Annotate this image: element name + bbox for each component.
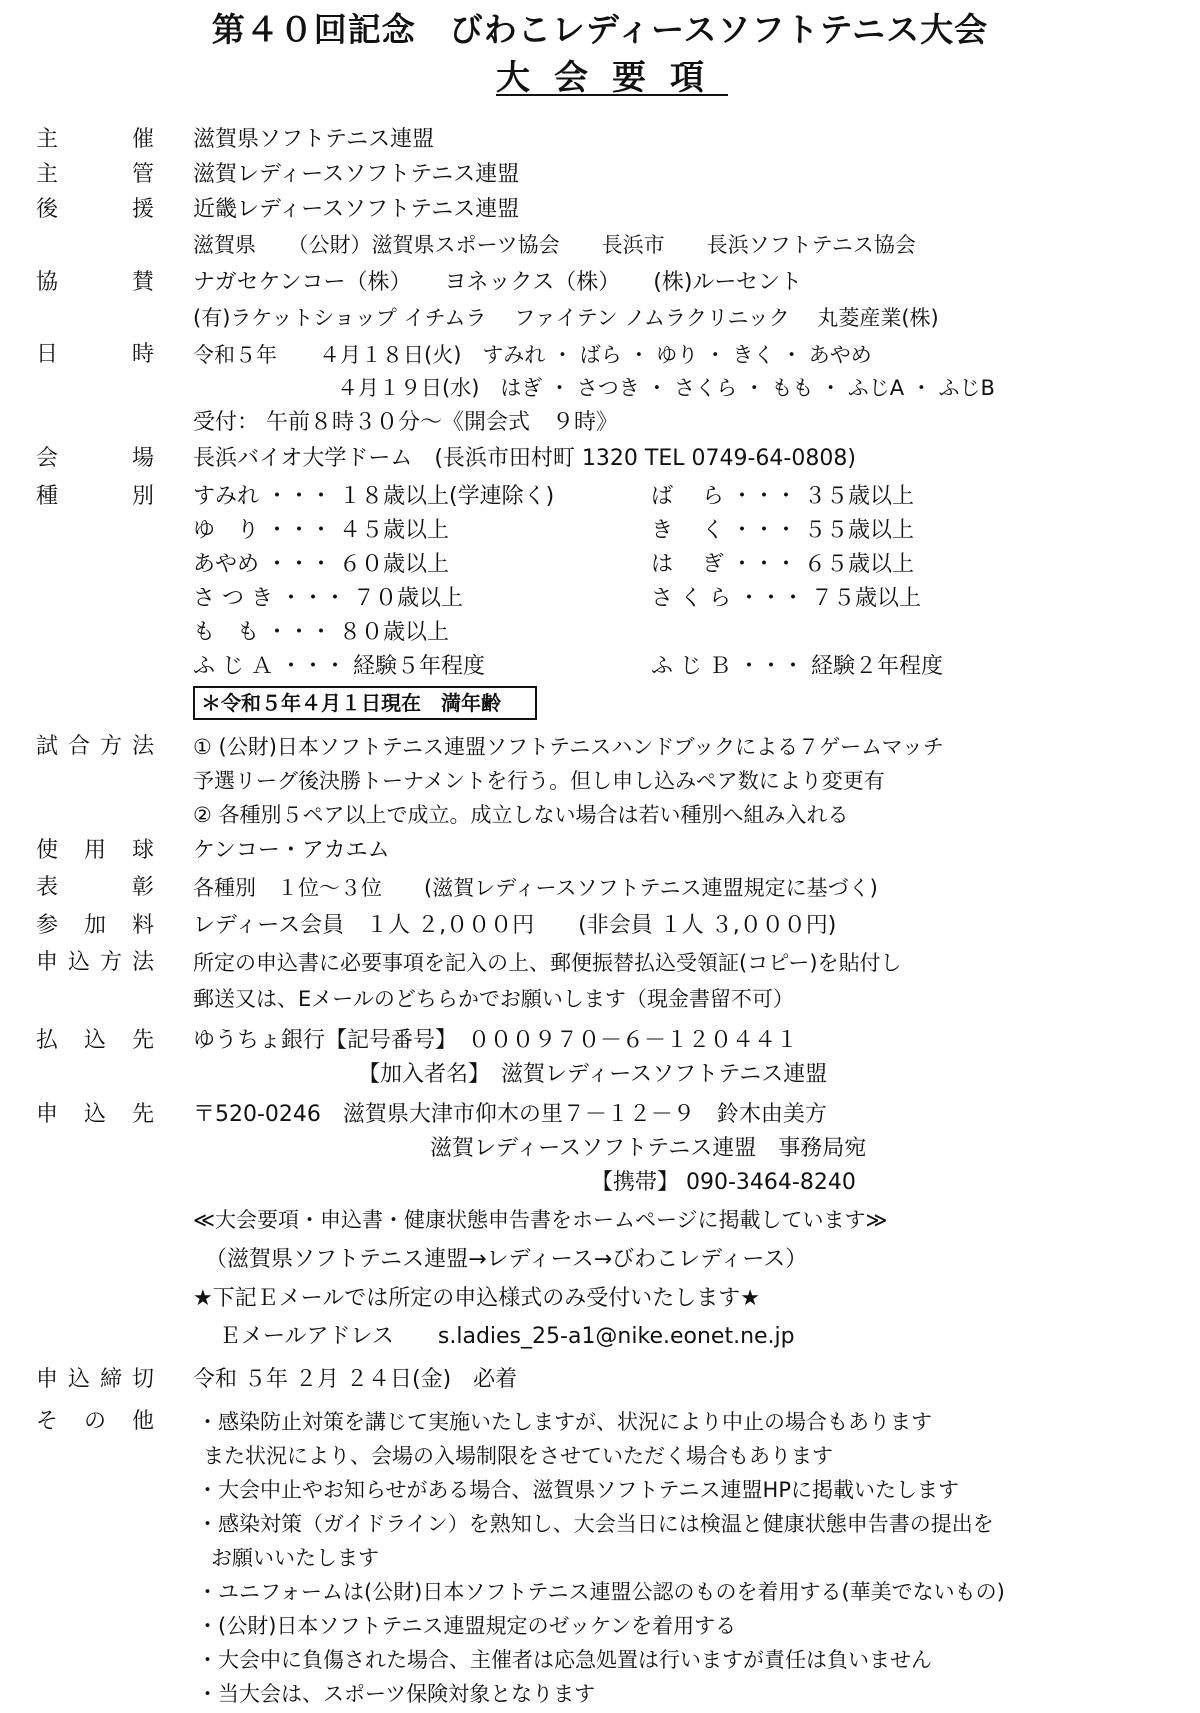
other-line-8: ・大会中に負傷された場合、主催者は応急処置は行いますが責任は負いません [197,1648,932,1672]
match-format-line-1: ① (公財)日本ソフトテニス連盟ソフトテニスハンドブックによる７ゲームマッチ [193,735,944,759]
other-line-2: また状況により、会場の入場制限をさせていただく場合もあります [203,1444,833,1468]
award-value: 各種別 １位〜３位 (滋賀レディースソフトテニス連盟規定に基づく) [193,876,878,900]
category-left-5: も も ・・・ ８０歳以上 [193,620,449,645]
homepage-path: （滋賀県ソフトテニス連盟→レディース→びわこレディース） [205,1247,808,1272]
address-recipient: 滋賀レディースソフトテニス連盟 事務局宛 [430,1136,867,1161]
label-award: 表 彰 [36,875,154,900]
datetime-line-1: 令和５年 ４月１８日(火) すみれ ・ ばら ・ ゆり ・ きく ・ あやめ [193,343,872,367]
label-venue: 会 場 [36,446,154,471]
sponsor-line-2: (有)ラケットショップ イチムラ ファイテン ノムラクリニック 丸菱産業(株) [193,306,939,330]
label-manager: 主 管 [36,162,154,187]
label-other: そ の 他 [36,1409,154,1434]
category-right-5: ふ じ Ｂ ・・・ 経験２年程度 [651,654,943,679]
supporter-line-1: 近畿レディースソフトテニス連盟 [193,197,520,222]
venue-value: 長浜バイオ大学ドーム (長浜市田村町 1320 TEL 0749-64-0808) [193,446,856,471]
label-supporter: 後 援 [36,197,154,222]
supporter-line-2: 滋賀県 （公財）滋賀県スポーツ協会 長浜市 長浜ソフトテニス協会 [193,233,916,257]
match-format-line-2: 予選リーグ後決勝トーナメントを行う。但し申し込みペア数により変更有 [193,769,885,793]
manager-value: 滋賀レディースソフトテニス連盟 [193,162,520,187]
category-left-1: すみれ ・・・ １８歳以上(学連除く) [193,484,555,509]
other-line-6: ・ユニフォームは(公財)日本ソフトテニス連盟公認のものを着用する(華美でないもの) [197,1580,1005,1604]
category-right-4: さ く ら ・・・ ７５歳以上 [651,586,921,611]
address-line: 〒520-0246 滋賀県大津市仰木の里７－１２－９ 鈴木由美方 [193,1102,827,1127]
fee-value: レディース会員 １人 ２,０００円 (非会員 １人 ３,０００円) [193,913,837,938]
organizer-value: 滋賀県ソフトテニス連盟 [193,127,435,152]
label-application-method: 申 込 方 法 [36,950,154,975]
category-right-2: き く ・・・ ５５歳以上 [651,518,914,543]
category-left-2: ゆ り ・・・ ４５歳以上 [193,518,449,543]
application-method-line-1: 所定の申込書に必要事項を記入の上、郵便振替払込受領証(コピー)を貼付し [193,951,902,975]
label-sponsor: 協 賛 [36,270,154,295]
event-title: 第４０回記念 びわこレディースソフトテニス大会 [211,10,989,49]
document-subtitle: 大会要項 [496,58,728,98]
label-application-address: 申 込 先 [36,1102,154,1127]
other-line-3: ・大会中止やお知らせがある場合、滋賀県ソフトテニス連盟HPに掲載いたします [197,1478,959,1502]
label-category: 種 別 [36,484,154,509]
category-left-3: あやめ ・・・ ６０歳以上 [193,552,449,577]
category-left-4: さ つ き ・・・ ７０歳以上 [193,586,463,611]
other-line-5: お願いいたします [211,1546,379,1570]
label-deadline: 申 込 締 切 [36,1367,154,1392]
category-right-1: ば ら ・・・ ３５歳以上 [651,484,914,509]
reception-time: 受付： 午前８時３０分〜《開会式 ９時》 [193,410,618,435]
application-method-line-2: 郵送又は、Eメールのどちらかでお願いします（現金書留不可） [193,987,794,1011]
homepage-notice: ≪大会要項・申込書・健康状態申告書をホームページに掲載しています≫ [193,1208,888,1232]
ball-value: ケンコー・アカエム [193,838,390,863]
age-reference-note: ＊令和５年４月１日現在 満年齢 [193,686,537,720]
label-ball: 使 用 球 [36,838,154,863]
other-line-4: ・感染対策（ガイドライン）を熟知し、大会当日には検温と健康状態申告書の提出を [197,1512,994,1536]
payment-line-1: ゆうちょ銀行【記号番号】 ０００９７０－６－１２０４４１ [193,1028,799,1053]
other-line-1: ・感染防止対策を講じて実施いたしますが、状況により中止の場合もあります [197,1410,932,1434]
label-datetime: 日 時 [36,342,154,367]
label-match-format: 試 合 方 法 [36,734,154,759]
mobile-number: 【携帯】 090-3464-8240 [591,1170,856,1195]
other-line-9: ・当大会は、スポーツ保険対象となります [197,1682,596,1706]
label-organizer: 主 催 [36,127,154,152]
match-format-line-3: ② 各種別５ペア以上で成立。成立しない場合は若い種別へ組み入れる [193,803,849,827]
other-line-7: ・(公財)日本ソフトテニス連盟規定のゼッケンを着用する [197,1614,737,1638]
category-right-3: は ぎ ・・・ ６５歳以上 [651,552,914,577]
email-notice: ★下記Ｅメールでは所定の申込様式のみ受付いたします★ [193,1286,761,1311]
payment-line-2: 【加入者名】 滋賀レディースソフトテニス連盟 [358,1062,828,1087]
label-payment: 払 込 先 [36,1028,154,1053]
label-fee: 参 加 料 [36,913,154,938]
sponsor-line-1: ナガセケンコー（株） ヨネックス（株） (株)ルーセント [193,270,802,295]
email-address: Ｅメールアドレス s.ladies_25-a1@nike.eonet.ne.jp [219,1324,795,1349]
deadline-value: 令和 ５年 ２月 ２４日(金) 必着 [193,1367,518,1392]
category-left-6: ふ じ Ａ ・・・ 経験５年程度 [193,654,485,679]
datetime-line-2: ４月１９日(水) はぎ ・ さつき ・ さくら ・ もも ・ ふじA ・ ふじB [337,376,995,400]
